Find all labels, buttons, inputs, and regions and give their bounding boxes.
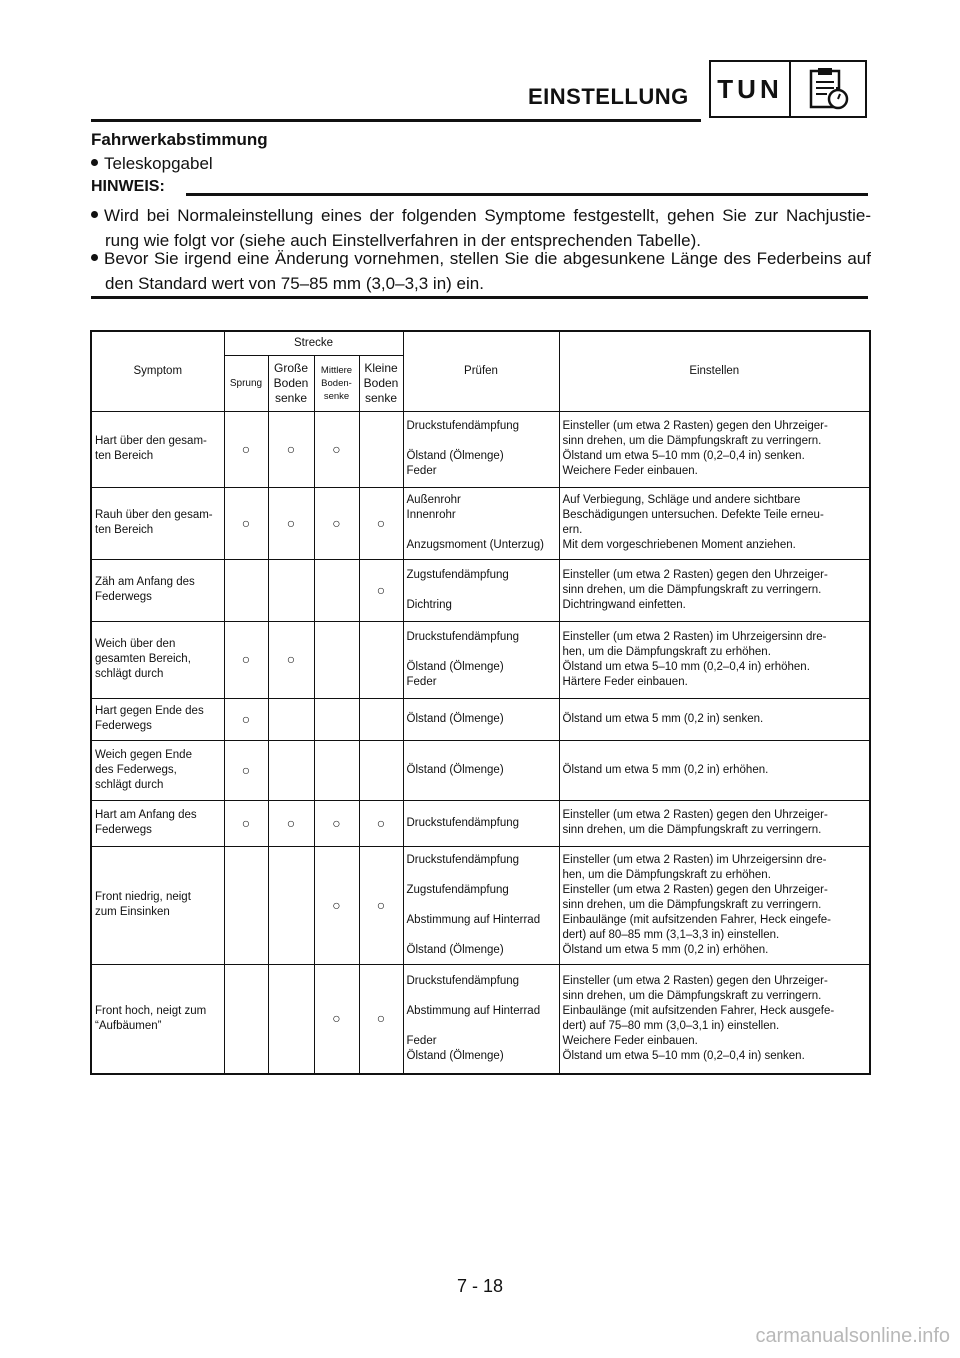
table-row [91, 411, 870, 487]
marker-cell [359, 740, 403, 800]
watermark: carmanualsonline.info [755, 1325, 950, 1347]
note-item-text: Bevor Sie irgend eine Änderung vornehmen, stellen Sie die abgesunkene Länge des Federbeins auf den Standard wert von 75–85 mm (3,0–3,3 in) ein. [104, 249, 871, 293]
symptom-cell: Weich über den gesamten Bereich, schlägt durch [91, 621, 224, 698]
pruefen-cell: Druckstufendämpfung [403, 800, 559, 846]
einstellen-cell: Einsteller (um etwa 2 Rasten) gegen den Uhrzeiger- sinn drehen, um die Dämpfungskraft zu verringern. Einbaulänge (mit aufsitzenden Fahrer, Heck ausgefe- dert) auf 75–80 mm (3,0–3,1 in) einstellen. Weichere Feder einbauen. Ölstand um etwa 5–10 mm (0,2–0,4 in) senken. [559, 964, 870, 1074]
einstellen-cell: Ölstand um etwa 5 mm (0,2 in) erhöhen. [559, 740, 870, 800]
marker-cell: ○ [359, 846, 403, 964]
bullet-dot [91, 211, 98, 218]
marker-cell: ○ [224, 411, 268, 487]
marker-cell [268, 846, 314, 964]
table-row [91, 559, 870, 621]
table-row [91, 487, 870, 559]
marker-cell: ○ [314, 411, 359, 487]
einstellen-cell: Auf Verbiegung, Schläge und andere sichtbare Beschädigungen untersuchen. Defekte Teile erneu- ern. Mit dem vorgeschriebenen Moment anziehen. [559, 487, 870, 559]
symptom-cell: Hart gegen Ende des Federwegs [91, 698, 224, 740]
einstellen-cell: Einsteller (um etwa 2 Rasten) im Uhrzeigersinn dre- hen, um die Dämpfungskraft zu erhöhen. Ölstand um etwa 5–10 mm (0,2–0,4 in) erhöhen. Härtere Feder einbauen. [559, 621, 870, 698]
pruefen-cell: Druckstufendämpfung Ölstand (Ölmenge) Feder [403, 411, 559, 487]
marker-cell: ○ [224, 698, 268, 740]
marker-cell [268, 964, 314, 1074]
marker-cell: ○ [224, 740, 268, 800]
marker-cell: ○ [359, 487, 403, 559]
header-badge [709, 60, 867, 118]
marker-cell [359, 411, 403, 487]
subsection [91, 154, 213, 174]
marker-cell [224, 846, 268, 964]
bullet-dot [91, 159, 98, 166]
symptom-cell: Front hoch, neigt zum “Aufbäumen” [91, 964, 224, 1074]
pruefen-cell: Ölstand (Ölmenge) [403, 698, 559, 740]
header-sprung: Sprung [224, 355, 268, 411]
table-row [91, 740, 870, 800]
table-row [91, 621, 870, 698]
einstellen-cell: Ölstand um etwa 5 mm (0,2 in) senken. [559, 698, 870, 740]
marker-cell [314, 740, 359, 800]
marker-cell: ○ [359, 964, 403, 1074]
bullet-dot [91, 254, 98, 261]
marker-cell: ○ [314, 487, 359, 559]
marker-cell [314, 621, 359, 698]
table-row [91, 964, 870, 1074]
marker-cell [314, 698, 359, 740]
marker-cell [268, 559, 314, 621]
einstellen-cell: Einsteller (um etwa 2 Rasten) gegen den Uhrzeiger- sinn drehen, um die Dämpfungskraft zu verringern. Ölstand um etwa 5–10 mm (0,2–0,4 in) senken. Weichere Feder einbauen. [559, 411, 870, 487]
marker-cell: ○ [359, 800, 403, 846]
note-item [91, 246, 871, 296]
pruefen-cell: Außenrohr Innenrohr Anzugsmoment (Unterzug) [403, 487, 559, 559]
page-number: 7 - 18 [456, 1276, 504, 1296]
marker-cell: ○ [314, 846, 359, 964]
pruefen-cell: Druckstufendämpfung Abstimmung auf Hinterrad Feder Ölstand (Ölmenge) [403, 964, 559, 1074]
subsection-label: Teleskopgabel [104, 154, 213, 173]
note-label: HINWEIS: [91, 178, 165, 195]
header-mittlere: Mittlere Boden-senke [314, 355, 359, 411]
table-row [91, 698, 870, 740]
header-pruefen: Prüfen [403, 331, 559, 411]
marker-cell: ○ [224, 487, 268, 559]
marker-cell: ○ [314, 800, 359, 846]
header-kleine: Kleine Boden senke [359, 355, 403, 411]
marker-cell: ○ [268, 800, 314, 846]
table-row [91, 800, 870, 846]
symptom-cell: Rauh über den gesam- ten Bereich [91, 487, 224, 559]
marker-cell [224, 559, 268, 621]
clipboard-stopwatch-icon [791, 62, 865, 116]
marker-cell: ○ [359, 559, 403, 621]
marker-cell [359, 621, 403, 698]
note-end-rule [91, 296, 868, 299]
header-rule [91, 119, 701, 122]
header-grosse: Große Boden senke [268, 355, 314, 411]
header-title: EINSTELLUNG [528, 84, 689, 109]
tuning-table [90, 330, 871, 1075]
einstellen-cell: Einsteller (um etwa 2 Rasten) gegen den Uhrzeiger- sinn drehen, um die Dämpfungskraft zu verringern. Dichtringwand einfetten. [559, 559, 870, 621]
marker-cell: ○ [268, 411, 314, 487]
marker-cell: ○ [268, 487, 314, 559]
symptom-cell: Zäh am Anfang des Federwegs [91, 559, 224, 621]
pruefen-cell: Druckstufendämpfung Zugstufendämpfung Abstimmung auf Hinterrad Ölstand (Ölmenge) [403, 846, 559, 964]
note-item-text: Wird bei Normaleinstellung eines der folgenden Symptome festgestellt, gehen Sie zur Nachjustie-rung wie folgt vor (siehe auch Einstellverfahren in der entsprechenden Tabelle). [104, 206, 871, 250]
note-rule [186, 193, 868, 196]
pruefen-cell: Druckstufendämpfung Ölstand (Ölmenge) Feder [403, 621, 559, 698]
symptom-cell: Hart am Anfang des Federwegs [91, 800, 224, 846]
section-title: Fahrwerkabstimmung [91, 130, 268, 149]
marker-cell [359, 698, 403, 740]
marker-cell [314, 559, 359, 621]
marker-cell: ○ [314, 964, 359, 1074]
pruefen-cell: Zugstufendämpfung Dichtring [403, 559, 559, 621]
header-einstellen: Einstellen [559, 331, 870, 411]
header-symptom: Symptom [91, 331, 224, 411]
symptom-cell: Hart über den gesam- ten Bereich [91, 411, 224, 487]
symptom-cell: Front niedrig, neigt zum Einsinken [91, 846, 224, 964]
marker-cell: ○ [224, 621, 268, 698]
symptom-cell: Weich gegen Ende des Federwegs, schlägt durch [91, 740, 224, 800]
marker-cell [224, 964, 268, 1074]
marker-cell [268, 740, 314, 800]
marker-cell: ○ [224, 800, 268, 846]
table-row [91, 846, 870, 964]
marker-cell: ○ [268, 621, 314, 698]
header-strecke: Strecke [224, 331, 403, 355]
marker-cell [268, 698, 314, 740]
einstellen-cell: Einsteller (um etwa 2 Rasten) im Uhrzeigersinn dre- hen, um die Dämpfungskraft zu erhöhen. Einsteller (um etwa 2 Rasten) gegen den Uhrzeiger- sinn drehen, um die Dämpfungskraft zu verringern. Einbaulänge (mit aufsitzenden Fahrer, Heck eingefe- dert) auf 80–85 mm (3,1–3,3 in) einstellen. Ölstand um etwa 5 mm (0,2 in) erhöhen. [559, 846, 870, 964]
pruefen-cell: Ölstand (Ölmenge) [403, 740, 559, 800]
einstellen-cell: Einsteller (um etwa 2 Rasten) gegen den Uhrzeiger- sinn drehen, um die Dämpfungskraft zu verringern. [559, 800, 870, 846]
header-code: TUN [711, 62, 791, 116]
